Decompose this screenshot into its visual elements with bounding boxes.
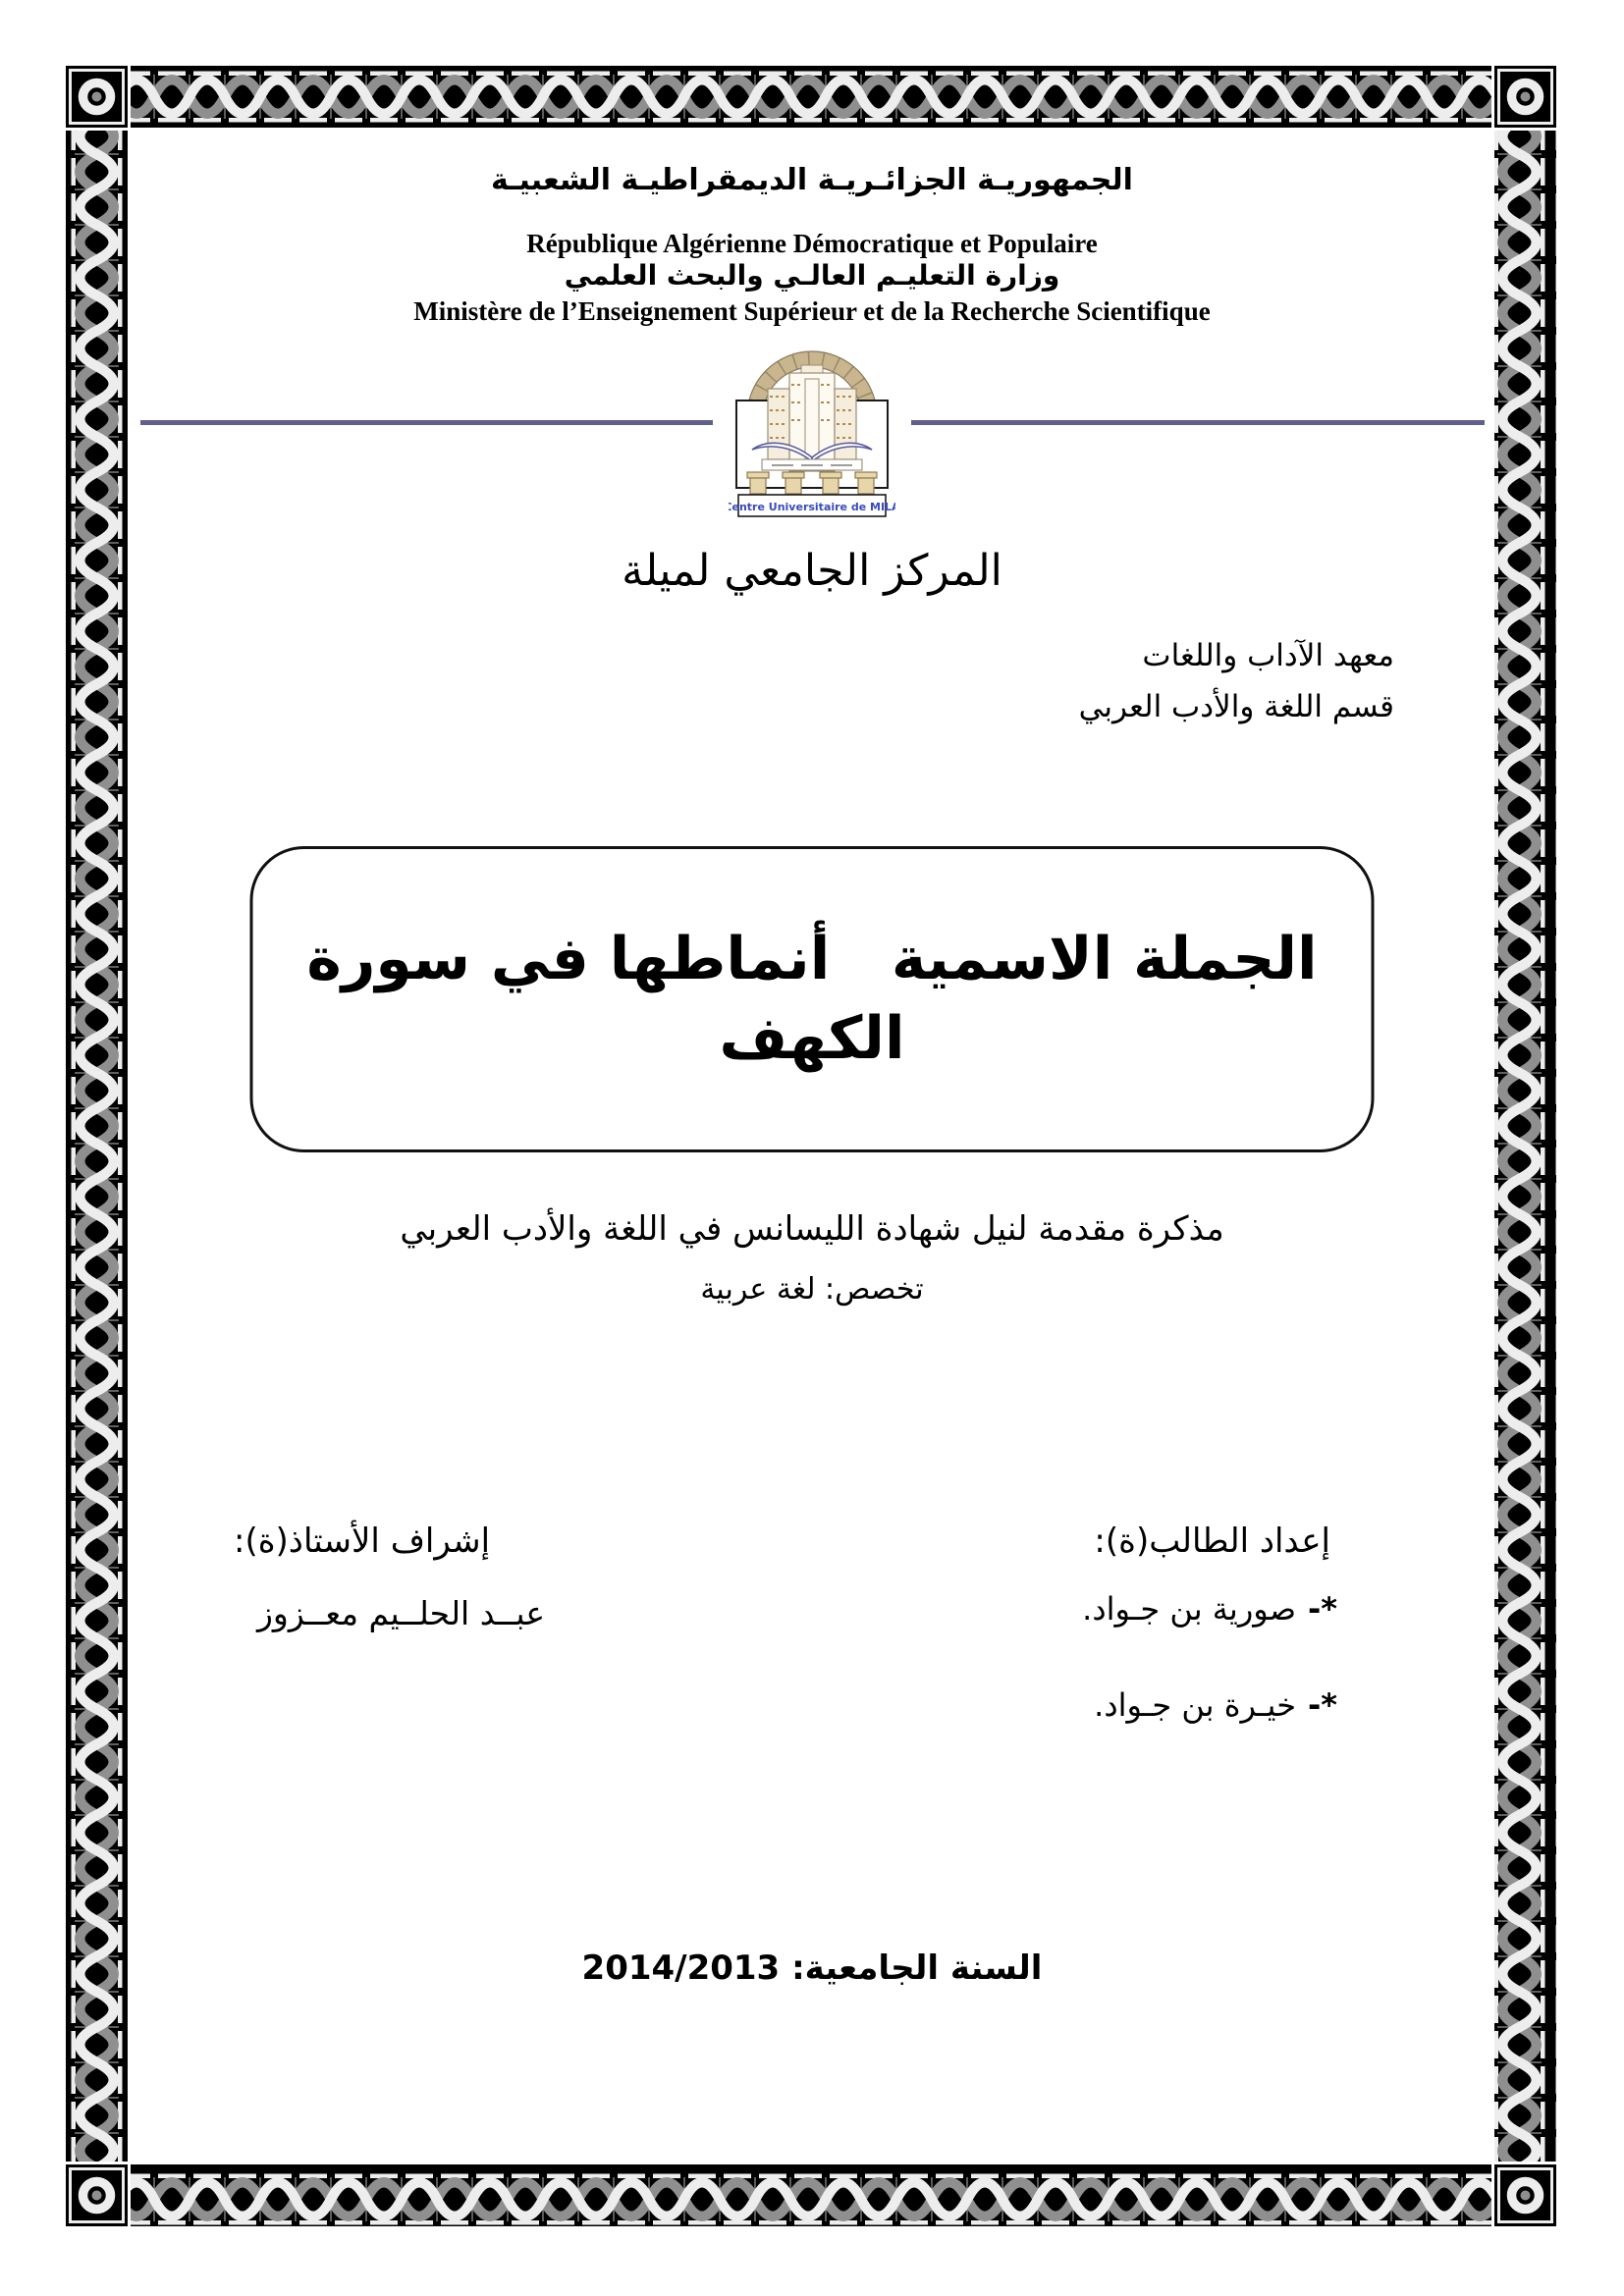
prepared-by-heading: إعداد الطالب(ة): (1094, 1522, 1330, 1561)
student-name-1 (1082, 1590, 1337, 1628)
ministry-name-arabic: وزارة التعليـم العالـي والبحث العلمي (564, 259, 1060, 292)
academic-year-line (128, 1949, 1496, 1988)
university-name: المركز الجامعي لميلة (622, 546, 1002, 596)
department-name: قسم اللغة والأدب العربي (1078, 689, 1394, 724)
academic-year-value: 2014/2013 (581, 1949, 781, 1988)
thesis-title-box (250, 846, 1375, 1152)
institute-name: معهد الآداب واللغات (1142, 638, 1394, 673)
supervision-heading: إشراف الأستاذ(ة): (234, 1522, 491, 1561)
republic-name-arabic: الجمهوريـة الجزائـريـة الديمقراطيـة الشعبيـة (491, 163, 1133, 197)
building-illustration (768, 365, 856, 471)
academic-year-label: السنة الجامعية: (791, 1949, 1043, 1988)
supervisor-name: عبــد الحلــيم معــزوز (257, 1594, 546, 1632)
list-marker: *- (1307, 1590, 1337, 1628)
thesis-title-line1: الجملة الاسمية أنماطها في سورة (306, 925, 1318, 993)
university-logo (713, 338, 911, 524)
specialty-line: تخصص: لغة عربية (700, 1272, 924, 1307)
memo-description: مذكرة مقدمة لنيل شهادة الليسانس في اللغة والأدب العربي (400, 1209, 1224, 1249)
ministry-name-french: Ministère de l’Enseignement Supérieur et de la Recherche Scientifique (413, 296, 1211, 326)
republic-name-french: République Algérienne Démocratique et Populaire (526, 229, 1098, 258)
student-name-text: صورية بن جـواد. (1082, 1590, 1296, 1628)
university-logo-graphic (729, 338, 895, 520)
thesis-title-line2: الكهف (719, 1004, 905, 1073)
list-marker: *- (1307, 1686, 1337, 1724)
student-name-2 (1094, 1686, 1337, 1724)
student-name-text: خيـرة بن جـواد. (1094, 1686, 1296, 1724)
logo-caption: Centre Universitaire de MILA (729, 501, 895, 513)
